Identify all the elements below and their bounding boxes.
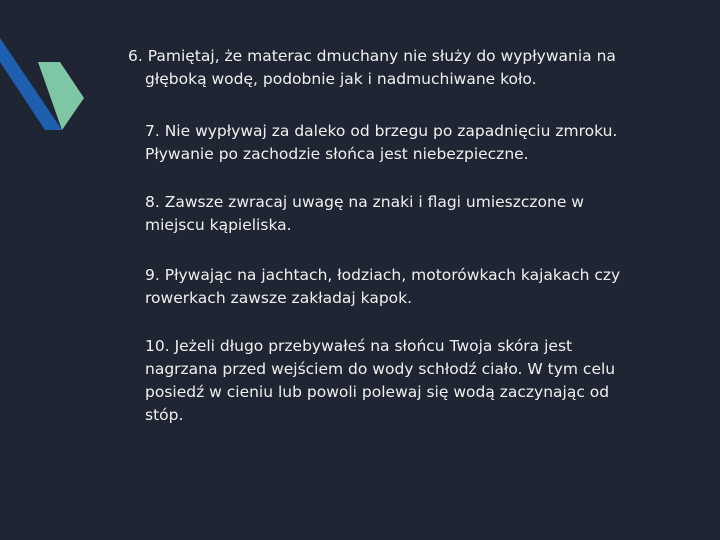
text-line: 9. Pływając na jachtach, łodziach, motorówkach kajakach czy [145,266,621,284]
text-line: 8. Zawsze zwracaj uwagę na znaki i flagi umieszczone w [145,193,584,211]
text-line: 10. Jeżeli długo przebywałeś na słońcu Twoja skóra jest [145,337,573,355]
text-line: głęboką wodę, podobnie jak i nadmuchiwane koło. [145,70,537,88]
text-line: rowerkach zawsze zakładaj kapok. [145,289,413,307]
text-line: Pływanie po zachodzie słońca jest niebezpieczne. [145,145,529,163]
rule-6-paragraph [128,45,688,91]
text-line: 7. Nie wypływaj za daleko od brzegu po zapadnięciu zmroku. [145,122,618,140]
rule-9-paragraph [145,264,690,310]
rule-10-paragraph [145,335,690,427]
rule-7-paragraph [145,120,690,166]
text-line: posiedź w cieniu lub powoli polewaj się wodą zaczynając od [145,383,610,401]
text-line: nagrzana przed wejściem do wody schłodź ciało. W tym celu [145,360,616,378]
rule-8-paragraph [145,191,690,237]
text-line: miejscu kąpieliska. [145,216,292,234]
text-line: 6. Pamiętaj, że materac dmuchany nie służy do wypływania na [128,47,616,65]
text-line: stóp. [145,406,184,424]
corner-decoration [0,0,90,130]
